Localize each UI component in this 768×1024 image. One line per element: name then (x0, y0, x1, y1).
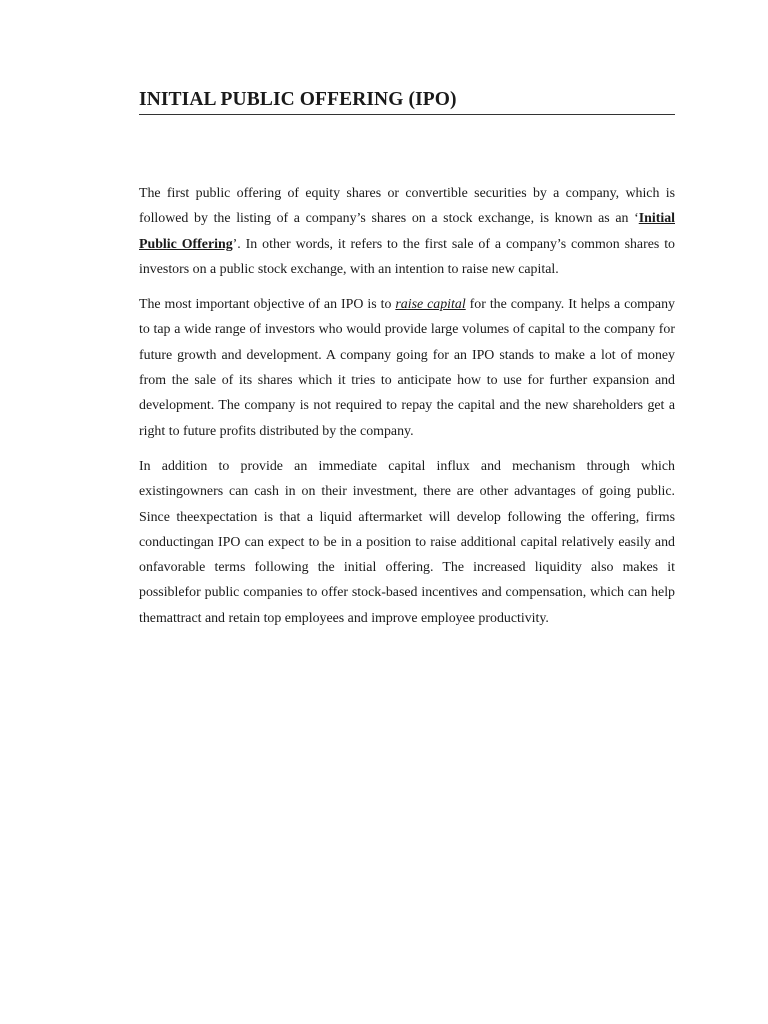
paragraph-text: The first public offering of equity shares or convertible securities by a company, which is followed by the listing of a company’s shares on a stock exchange, is known as an ‘ (139, 186, 675, 227)
emphasized-phrase: raise capital (395, 297, 466, 313)
paragraph-text: In addition to provide an immediate capital influx and mechanism through which existingowners can cash in on their investment, there are other advantages of going public. Since theexpectation is that a liquid aftermarket will develop following the offering, firms conductingan IPO can expect to be in a position to raise additional capital relatively easily and onfavorable terms following the initial offering. The increased liquidity also makes it possiblefor public companies to offer stock-based incentives and compensation, which can help themattract and retain top employees and improve employee productivity. (139, 458, 675, 626)
defined-term: Initial Public Offering (139, 211, 675, 252)
paragraph-text: for the company. It helps a company to tap a wide range of investors who would provide large volumes of capital to the company for future growth and development. A company going for an IPO stands to make a lot of money from the sale of its shares which it tries to anticipate how to use for further expansion and development. The company is not required to repay the capital and the new shareholders get a right to future profits distributed by the company. (139, 297, 675, 439)
document-body (139, 181, 675, 631)
paragraph-objective (139, 292, 675, 444)
paragraph-advantages (139, 454, 675, 631)
document-page (139, 88, 675, 641)
paragraph-text: The most important objective of an IPO is to (139, 297, 396, 313)
page-title: INITIAL PUBLIC OFFERING (IPO) (139, 88, 675, 115)
paragraph-definition (139, 181, 675, 282)
paragraph-text: ’. In other words, it refers to the first sale of a company’s common shares to investors on a public stock exchange, with an intention to raise new capital. (139, 236, 675, 277)
